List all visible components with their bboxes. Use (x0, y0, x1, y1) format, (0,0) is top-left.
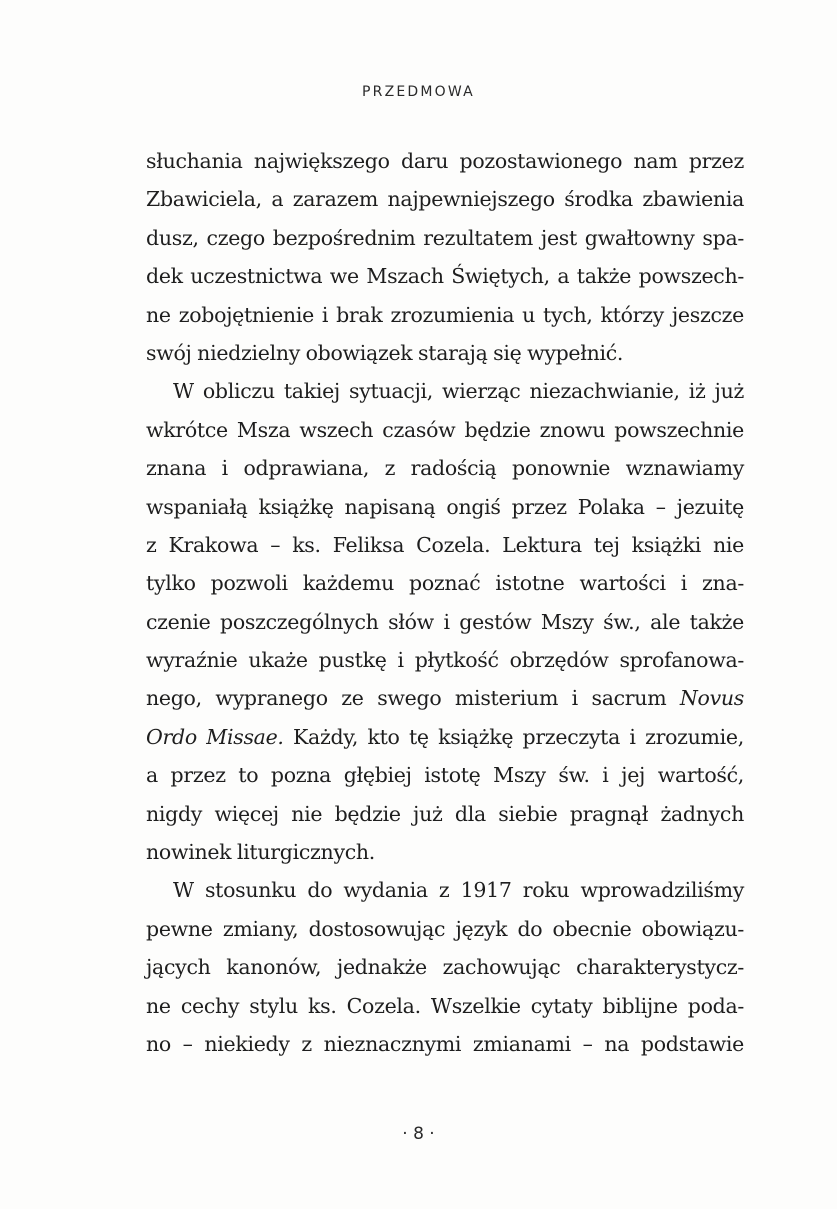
text-line (146, 679, 744, 717)
text-line: nowinek liturgicznych. (146, 840, 376, 865)
text-line: słuchania największego daru pozostawionego nam przez (146, 149, 744, 173)
text-line: pewne zmiany, dostosowując język do obecnie obowiązu- (146, 916, 744, 941)
running-head: PRZEDMOWA (362, 84, 475, 100)
text-line: tylko pozwoli każdemu poznać istotne wartości i zna- (146, 571, 744, 596)
text-line: dusz, czego bezpośrednim rezultatem jest gwałtowny spa- (146, 225, 744, 250)
text-line: dek uczestnictwa we Mszach Świętych, a także powszech- (146, 264, 744, 289)
text-line: znana i odprawiana, z radością ponownie wznawiamy (146, 456, 744, 481)
text-line: wkrótce Msza wszech czasów będzie znowu powszechnie (146, 417, 744, 442)
text-line: Zbawiciela, a zarazem najpewniejszego środka zbawienia (146, 187, 744, 212)
text-line (146, 718, 744, 756)
text-line: W obliczu takiej sytuacji, wierząc niezachwianie, iż już (173, 379, 744, 404)
text-line: ne cechy stylu ks. Cozela. Wszelkie cytaty biblijne poda- (146, 993, 744, 1018)
text-line: a przez to pozna głębiej istotę Mszy św. i jej wartość, (146, 763, 744, 788)
text-fragment: nego, wypranego ze swego misterium i sacrum (146, 686, 680, 711)
page-number: · 8 · (402, 1124, 435, 1144)
text-line: swój niedzielny obowiązek starają się wypełnić. (146, 340, 624, 365)
text-line: czenie poszczególnych słów i gestów Mszy św., ale także (146, 609, 744, 634)
text-fragment: Każdy, kto tę książkę przeczyta i zrozumie, (283, 724, 744, 749)
text-line: W stosunku do wydania z 1917 roku wprowadziliśmy (173, 878, 744, 903)
text-line: wyraźnie ukaże pustkę i płytkość obrzędów sprofanowa- (146, 648, 744, 673)
italic-title: Ordo Missae. (146, 724, 284, 749)
text-line: jących kanonów, jednakże zachowując charakterystycz- (146, 955, 744, 980)
text-line: z Krakowa – ks. Feliksa Cozela. Lektura tej książki nie (146, 532, 744, 557)
text-line: nigdy więcej nie będzie już dla siebie pragnął żadnych (146, 801, 744, 826)
italic-title: Novus (679, 686, 744, 711)
body-text (146, 142, 744, 1063)
text-line: no – niekiedy z nieznacznymi zmianami – na podstawie (146, 1031, 744, 1056)
text-line: wspaniałą książkę napisaną ongiś przez Polaka – jezuitę (146, 494, 744, 519)
text-line: ne zobojętnienie i brak zrozumienia u tych, którzy jeszcze (146, 302, 744, 327)
